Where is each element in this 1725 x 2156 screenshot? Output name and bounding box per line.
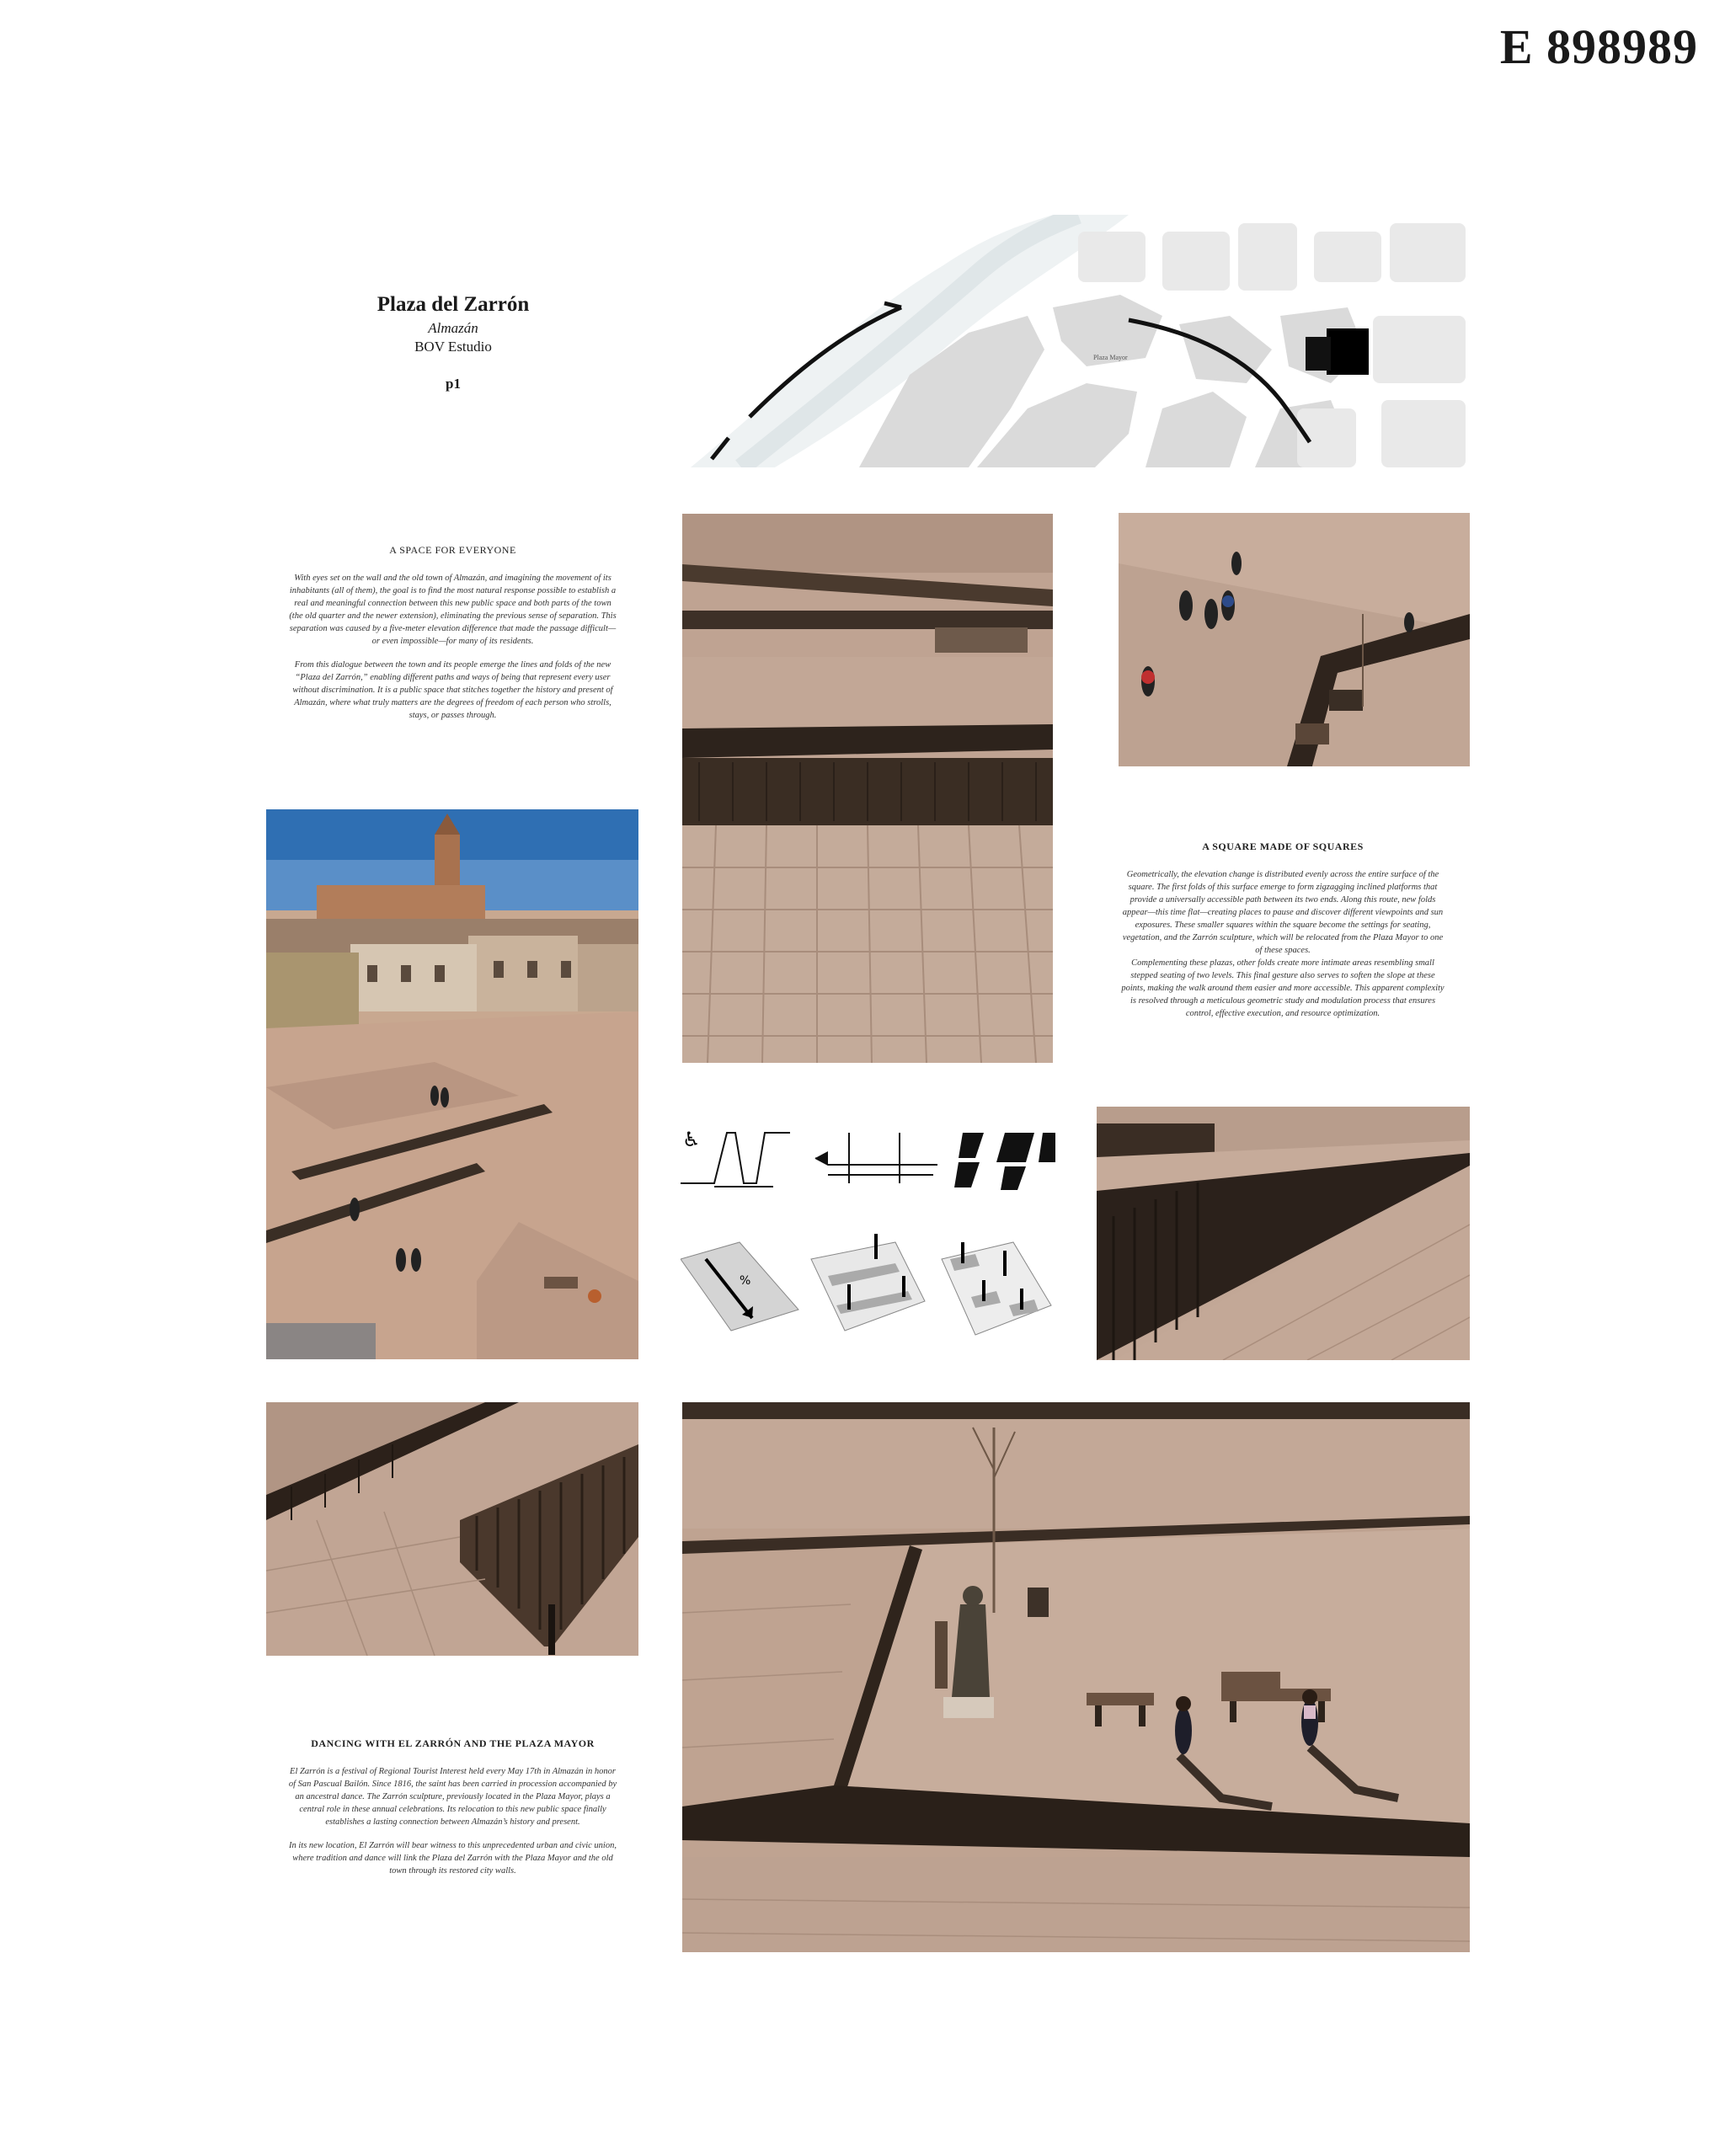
section3-paragraph-2: In its new location, El Zarrón will bear witness to this unprecedented urban and civic union, where tradition and dance will link the Plaza del Zarrón with the Plaza Mayor and the old town through its restored city walls.	[289, 1841, 617, 1876]
section3-paragraph-1: El Zarrón is a festival of Regional Tourist Interest held every May 17th in Almazán in honor of San Pascual Bailón. Since 1816, the saint has been carried in procession accompanied by an ancestral dance. The Zarrón sculpture, previously located in the Plaza Mayor, plays a central role in these annual celebrations. Its relocation to this new public space finally establishes a lasting connection between Almazán’s history and present.	[288, 1767, 617, 1827]
page-number: p1	[446, 376, 461, 392]
project-studio: BOV Estudio	[414, 339, 492, 355]
photo-plaza-steps	[682, 514, 1053, 1063]
section-dancing-zarron	[286, 1737, 619, 1888]
slope-percent-label: %	[740, 1274, 751, 1288]
site-map	[691, 215, 1470, 467]
diagram-axonometrics-row	[681, 1225, 1055, 1348]
section1-heading: A SPACE FOR EVERYONE	[389, 544, 516, 556]
diagram-sections-row	[681, 1124, 1055, 1192]
competition-code: E 898989	[1499, 19, 1698, 74]
section-space-for-everyone	[286, 544, 619, 733]
section1-paragraph-2: From this dialogue between the town and its people emerge the lines and folds of the new “Plaza del Zarrón,” enabling different paths and ways of being that represent every user without discrimination. It is a public space that stitches together the history and present of Almazán, where what truly matters are the degrees of freedom of each person who strolls, stays, or passes through.	[292, 660, 613, 720]
project-place: Almazán	[428, 320, 478, 336]
section-square-of-squares	[1119, 841, 1447, 1031]
section2-paragraph-1: Geometrically, the elevation change is distributed evenly across the entire surface of the square. The first folds of this surface emerge to form zigzagging inclined platforms that provide a universally accessible path between its two ends. Along this route, new folds appear—this time flat—creating places to pause and discover different viewpoints and sun exposures. These smaller squares within the square become the settings for seating, vegetation, and the Zarrón sculpture, which will be relocated from the Plaza Mayor to one of these spaces.	[1122, 870, 1444, 955]
map-label-plaza-mayor: Plaza Mayor	[1093, 354, 1128, 361]
section3-heading: DANCING WITH EL ZARRÓN AND THE PLAZA MAYOR	[311, 1737, 595, 1749]
photo-fold-railing	[1097, 1107, 1470, 1360]
section2-heading: A SQUARE MADE OF SQUARES	[1202, 841, 1364, 852]
section2-paragraph-2: Complementing these plazas, other folds create more intimate areas resembling small stepped seating of two levels. This final gesture also serves to soften the slope at these points, making the walk around them easier and more accessible. This apparent complexity is resolved through a meticulous geometric study and modulation process that ensures control, effective execution, and resource optimization.	[1121, 958, 1445, 1018]
project-title: Plaza del Zarrón	[377, 293, 530, 316]
section1-paragraph-1: With eyes set on the wall and the old town of Almazán, and imagining the movement of its inhabitants (all of them), the goal is to find the most natural response possible to establish a real and meaningful connection between this new public space and both parts of the town (the old quarter and the newer extension), eliminating the previous sense of separation. This separation was caused by a five-meter elevation difference that made the passage difficult—or even impossible—for many of its residents.	[289, 574, 617, 646]
photo-bench-detail	[266, 1402, 638, 1656]
title-block	[268, 293, 638, 392]
photo-people-walking	[1119, 513, 1470, 766]
photo-statue-children	[682, 1402, 1470, 1952]
accessibility-icon: ♿	[682, 1128, 701, 1151]
photo-church-and-plaza	[266, 809, 638, 1359]
